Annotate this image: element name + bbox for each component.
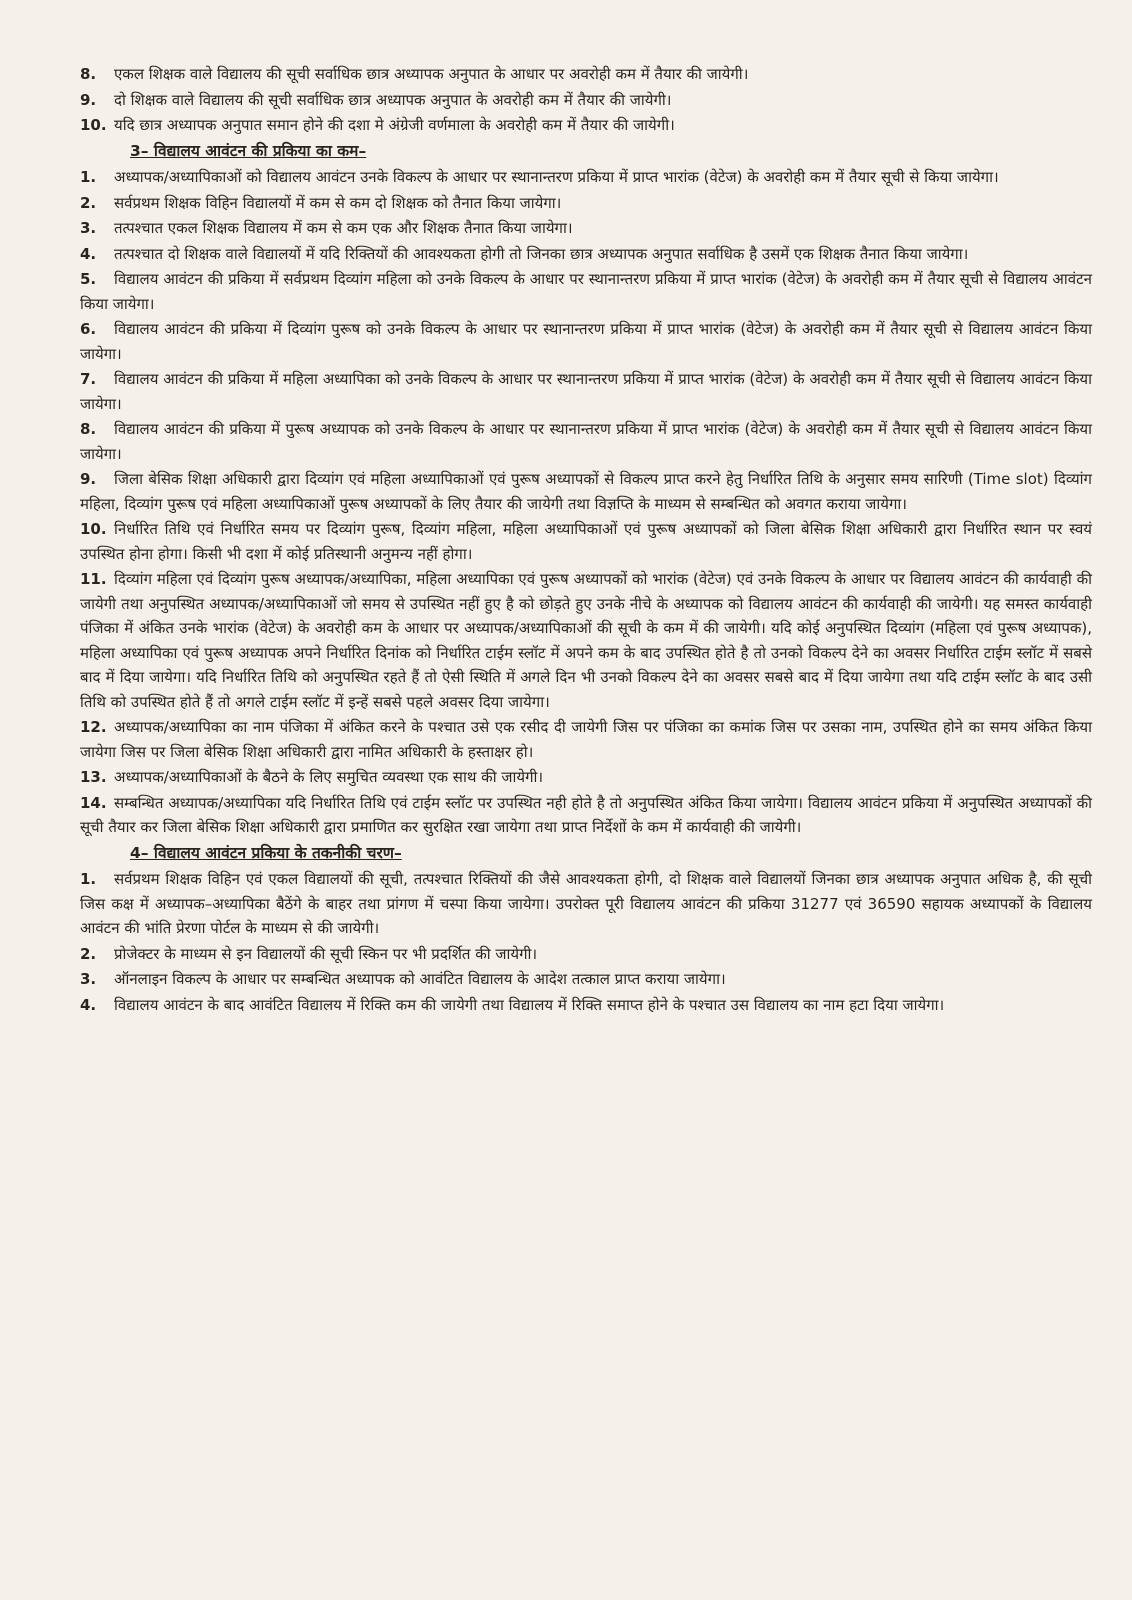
list-item <box>80 993 1092 1018</box>
item-text: सम्बन्धित अध्यापक/अध्यापिका यदि निर्धारित तिथि एवं टाईम स्लॉट पर उपस्थित नही होते है तो अनुपस्थित अंकित किया जायेगा। विद्यालय आवंटन प्रकिया में अनुपस्थित अध्यापकों की सूची तैयार कर जिला बेसिक शिक्षा अधिकारी द्वारा प्रमाणित कर सुरक्षित रखा जायेगा तथा प्राप्त निर्देशों के कम में कार्यवाही की जायेगी। <box>80 793 1092 836</box>
item-number: 2. <box>80 944 97 963</box>
item-text: विद्यालय आवंटन की प्रकिया में पुरूष अध्यापक को उनके विकल्प के आधार पर स्थानान्तरण प्रकिया में प्राप्त भारांक (वेटेज) के अवरोही कम में तैयार सूची से विद्यालय आवंटन किया जायेगा। <box>80 420 1092 463</box>
list-item <box>80 216 1092 241</box>
list-item <box>80 942 1092 967</box>
list-item <box>80 88 1092 113</box>
item-number: 3. <box>80 970 97 988</box>
list-item <box>80 765 1092 790</box>
item-text: विद्यालय आवंटन की प्रकिया में दिव्यांग पुरूष को उनके विकल्प के आधार पर स्थानान्तरण प्रकिया में प्राप्त भारांक (वेटेज) के अवरोही कम में तैयार सूची से विद्यालय आवंटन किया जायेगा। <box>80 320 1092 363</box>
item-number: 4. <box>80 995 97 1014</box>
document-body <box>80 62 1092 1017</box>
item-text: अध्यापक/अध्यापिकाओं को विद्यालय आवंटन उनके विकल्प के आधार पर स्थानान्तरण प्रकिया में प्राप्त भारांक (वेटेज) के अवरोही कम में तैयार सूची से किया जायेगा। <box>114 168 999 186</box>
list-item <box>80 367 1092 416</box>
item-number: 12. <box>80 718 107 736</box>
item-number: 14. <box>80 793 107 812</box>
item-number: 2. <box>80 193 97 212</box>
item-number: 8. <box>80 420 97 438</box>
list-item <box>80 191 1092 216</box>
item-text: अध्यापक/अध्यापिकाओं के बैठने के लिए समुचित व्यवस्था एक साथ की जायेगी। <box>114 768 544 786</box>
item-number: 9. <box>80 90 97 109</box>
list-item <box>80 317 1092 366</box>
item-number: 13. <box>80 768 107 786</box>
item-number: 7. <box>80 370 97 388</box>
item-text: दिव्यांग महिला एवं दिव्यांग पुरूष अध्यापक/अध्यापिका, महिला अध्यापिका एवं पुरूष अध्यापकों को भारांक (वेटेज) एवं उनके विकल्प के आधार पर विद्यालय आवंटन की कार्यवाही की जायेगी तथा अनुपस्थित अध्यापक/अध्यापिकाओं जो समय से उपस्थित नहीं हुए है को छोड़ते हुए उनके नीचे के अध्यापक को विद्यालय आवंटन की कार्यवाही की जायेगी। यह समस्त कार्यवाही पंजिका में अंकित उनके भारांक (वेटेज) के अवरोही कम के आधार पर अध्यापक/अध्यापिकाओं की सूची के कम में की जायेगी। यदि कोई अनुपस्थित दिव्यांग (महिला एवं पुरूष अध्यापक), महिला अध्यापिका एवं पुरूष अध्यापक अपने निर्धारित दिनांक को निर्धारित टाईम स्लॉट में अपने कम के बाद उपस्थित होते है तो उनको विकल्प देने का अवसर निर्धारित टाईम स्लॉट में सबसे बाद में दिया जायेगा। यदि निर्धारित तिथि को अनुपस्थित रहते हैं तो ऐसी स्थिति में अगले दिन भी उनको विकल्प देने का अवसर सबसे बाद में दिया जायेगा तथा यदि टाईम स्लॉट के बाद उसी तिथि को उपस्थित होते हैं तो अगले टाईम स्लॉट में इन्हें सबसे पहले अवसर दिया जायेगा। <box>80 570 1092 711</box>
item-number: 8. <box>80 65 97 83</box>
item-number: 1. <box>80 870 97 888</box>
item-text: सर्वप्रथम शिक्षक विहिन एवं एकल विद्यालयों की सूची, तत्पश्चात रिक्तियों की जैसे आवश्यकता होगी, दो शिक्षक वाले विद्यालयों जिनका छात्र अध्यापक अनुपात अधिक है, की सूची जिस कक्ष में अध्यापक–अध्यापिका बैठेंगे के बाहर तथा प्रांगण में चस्पा किया जायेगा। उपरोक्त पूरी विद्यालय आवंटन की प्रकिया 31277 एवं 36590 सहायक अध्यापकों के विद्यालय आवंटन की भांति प्रेरणा पोर्टल के माध्यम से की जायेगी। <box>80 870 1092 937</box>
list-item <box>80 165 1092 190</box>
list-item <box>80 242 1092 267</box>
item-number: 10. <box>80 520 107 538</box>
item-text: अध्यापक/अध्यापिका का नाम पंजिका में अंकित करने के पश्चात उसे एक रसीद दी जायेगी जिस पर पंजिका का कमांक जिस पर उसका नाम, उपस्थित होने का समय अंकित किया जायेगा जिस पर जिला बेसिक शिक्षा अधिकारी द्वारा नामित अधिकारी के हस्ताक्षर हो। <box>80 718 1092 761</box>
item-number: 9. <box>80 470 97 488</box>
item-text: तत्पश्चात एकल शिक्षक विद्यालय में कम से कम एक और शिक्षक तैनात किया जायेगा। <box>114 219 573 237</box>
list-item <box>80 517 1092 566</box>
section-4-heading: 4– विद्यालय आवंटन प्रकिया के तकनीकी चरण– <box>130 843 402 862</box>
list-item <box>80 417 1092 466</box>
item-text: ऑनलाइन विकल्प के आधार पर सम्बन्धित अध्यापक को आवंटित विद्यालय के आदेश तत्काल प्राप्त कराया जायेगा। <box>114 970 726 988</box>
item-text: जिला बेसिक शिक्षा अधिकारी द्वारा दिव्यांग एवं महिला अध्यापिकाओं एवं पुरूष अध्यापकों से विकल्प प्राप्त करने हेतु निर्धारित तिथि के अनुसार समय सारिणी (Time slot) दिव्यांग महिला, दिव्यांग पुरूष एवं महिला अध्यापिकाओं पुरूष अध्यापकों के लिए तैयार की जायेगी तथा विज्ञप्ति के माध्यम से सम्बन्धित को अवगत कराया जायेगा। <box>80 470 1092 513</box>
item-number: 11. <box>80 570 107 588</box>
item-text: तत्पश्चात दो शिक्षक वाले विद्यालयों में यदि रिक्तियों की आवश्यकता होगी तो जिनका छात्र अध्यापक अनुपात सर्वाधिक है उसमें एक शिक्षक तैनात किया जायेगा। <box>114 244 969 263</box>
list-item <box>80 267 1092 316</box>
item-number: 6. <box>80 320 97 338</box>
item-text: सर्वप्रथम शिक्षक विहिन विद्यालयों में कम से कम दो शिक्षक को तैनात किया जायेगा। <box>114 193 562 212</box>
item-text: विद्यालय आवंटन की प्रकिया में सर्वप्रथम दिव्यांग महिला को उनके विकल्प के आधार पर स्थानान्तरण प्रकिया में प्राप्त भारांक (वेटेज) के अवरोही कम में तैयार सूची से विद्यालय आवंटन किया जायेगा। <box>80 270 1092 313</box>
item-text: निर्धारित तिथि एवं निर्धारित समय पर दिव्यांग पुरूष, दिव्यांग महिला, महिला अध्यापिकाओं एवं पुरूष अध्यापकों को जिला बेसिक शिक्षा अधिकारी द्वारा निर्धारित स्थान पर स्वयं उपस्थित होना होगा। किसी भी दशा में कोई प्रतिस्थानी अनुमन्य नहीं होगा। <box>80 520 1092 563</box>
item-text: यदि छात्र अध्यापक अनुपात समान होने की दशा मे अंग्रेजी वर्णमाला के अवरोही कम में तैयार की जायेगी। <box>114 116 675 134</box>
list-item <box>80 567 1092 714</box>
list-item <box>80 467 1092 516</box>
list-item <box>80 867 1092 941</box>
list-item <box>80 62 1092 87</box>
item-number: 5. <box>80 270 97 288</box>
item-text: विद्यालय आवंटन के बाद आवंटित विद्यालय में रिक्ति कम की जायेगी तथा विद्यालय में रिक्ति समाप्त होने के पश्चात उस विद्यालय का नाम हटा दिया जायेगा। <box>114 995 945 1014</box>
item-number: 10. <box>80 116 107 134</box>
list-item <box>80 113 1092 138</box>
item-number: 3. <box>80 219 97 237</box>
item-text: दो शिक्षक वाले विद्यालय की सूची सर्वाधिक छात्र अध्यापक अनुपात के अवरोही कम में तैयार की जायेगी। <box>114 90 672 109</box>
item-number: 4. <box>80 244 97 263</box>
list-item <box>80 715 1092 764</box>
item-text: प्रोजेक्टर के माध्यम से इन विद्यालयों की सूची स्किन पर भी प्रदर्शित की जायेगी। <box>114 944 538 963</box>
list-item <box>80 791 1092 840</box>
list-item <box>80 967 1092 992</box>
item-text: एकल शिक्षक वाले विद्यालय की सूची सर्वाधिक छात्र अध्यापक अनुपात के आधार पर अवरोही कम में तैयार की जायेगी। <box>114 65 749 83</box>
item-text: विद्यालय आवंटन की प्रकिया में महिला अध्यापिका को उनके विकल्प के आधार पर स्थानान्तरण प्रकिया में प्राप्त भारांक (वेटेज) के अवरोही कम में तैयार सूची से विद्यालय आवंटन किया जायेगा। <box>80 370 1092 413</box>
section-3-heading: 3– विद्यालय आवंटन की प्रकिया का कम– <box>130 141 367 160</box>
item-number: 1. <box>80 168 97 186</box>
